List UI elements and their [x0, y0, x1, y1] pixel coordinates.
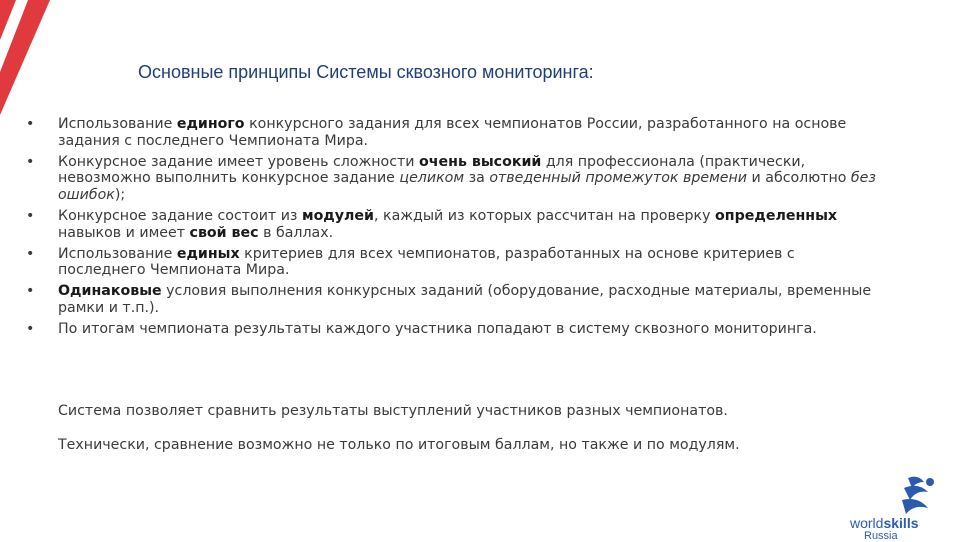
bullet-text: критериев для всех чемпионатов, разработанных на основе критериев с последнего Чемпионата Мира.: [58, 245, 795, 279]
bullet-text: Использование: [58, 245, 177, 262]
bullet-item: [22, 208, 882, 242]
bullet-dot: •: [26, 153, 35, 170]
emphasis-text: Одинаковые: [58, 283, 162, 300]
logo-subtitle: Russia: [864, 530, 898, 542]
italic-text: целиком: [399, 170, 465, 187]
emphasis-text: очень высокий: [419, 153, 542, 170]
italic-text: отведенный промежуток времени: [489, 170, 748, 187]
bullet-text: условия выполнения конкурсных заданий (оборудование, расходные материалы, временные рамки и т.п.).: [58, 283, 872, 316]
corner-stripes-decoration: [0, 0, 70, 130]
slide-title: Основные принципы Системы сквозного мониторинга:: [138, 62, 594, 82]
logo-word-regular: world: [850, 515, 884, 531]
bullet-text: Конкурсное задание состоит из: [58, 207, 302, 224]
bullet-text: , каждый из которых рассчитан на проверку: [373, 207, 716, 224]
bullet-text: навыков и имеет: [58, 224, 190, 241]
bullet-item: [22, 154, 882, 204]
bullet-text: );: [114, 187, 126, 204]
bullet-text: и абсолютно: [747, 170, 851, 187]
emphasis-text: определенных: [715, 207, 838, 224]
bullet-text: в баллах.: [258, 224, 334, 241]
logo-word-bold: skills: [883, 515, 919, 531]
emphasis-text: свой вес: [189, 224, 259, 241]
bullet-text: Использование: [58, 116, 177, 132]
logo-wordmark: [850, 515, 919, 531]
emphasis-text: единых: [176, 245, 240, 262]
bullet-dot: •: [26, 207, 35, 224]
bullet-dot: •: [26, 116, 35, 132]
bullet-item: [22, 321, 882, 338]
bullet-list: [22, 116, 882, 342]
summary-paragraph-1: Система позволяет сравнить результаты выступлений участников разных чемпионатов.: [58, 403, 728, 419]
bullet-text: за: [464, 170, 490, 187]
bullet-item: [22, 283, 882, 317]
bullet-dot: •: [26, 245, 35, 262]
bullet-text: Конкурсное задание имеет уровень сложности: [58, 153, 420, 170]
bullet-dot: •: [26, 320, 35, 337]
bullet-text: По итогам чемпионата результаты каждого участника попадают в систему сквозного мониторинга.: [58, 320, 817, 337]
bullet-dot: •: [26, 283, 35, 300]
summary-paragraph-2: Технически, сравнение возможно не только по итоговым баллам, но также и по модулям.: [58, 437, 740, 453]
italic-text: без ошибок: [58, 170, 876, 204]
emphasis-text: единого: [176, 116, 245, 132]
bullet-item: [22, 116, 882, 150]
bullet-item: [22, 246, 882, 280]
bullet-text: конкурсного задания для всех чемпионатов России, разработанного на основе задания с последнего Чемпионата Мира.: [58, 116, 847, 149]
bullet-text: для профессионала (практически, невозможно выполнить конкурсное задание: [58, 153, 806, 187]
emphasis-text: модулей: [301, 207, 374, 224]
